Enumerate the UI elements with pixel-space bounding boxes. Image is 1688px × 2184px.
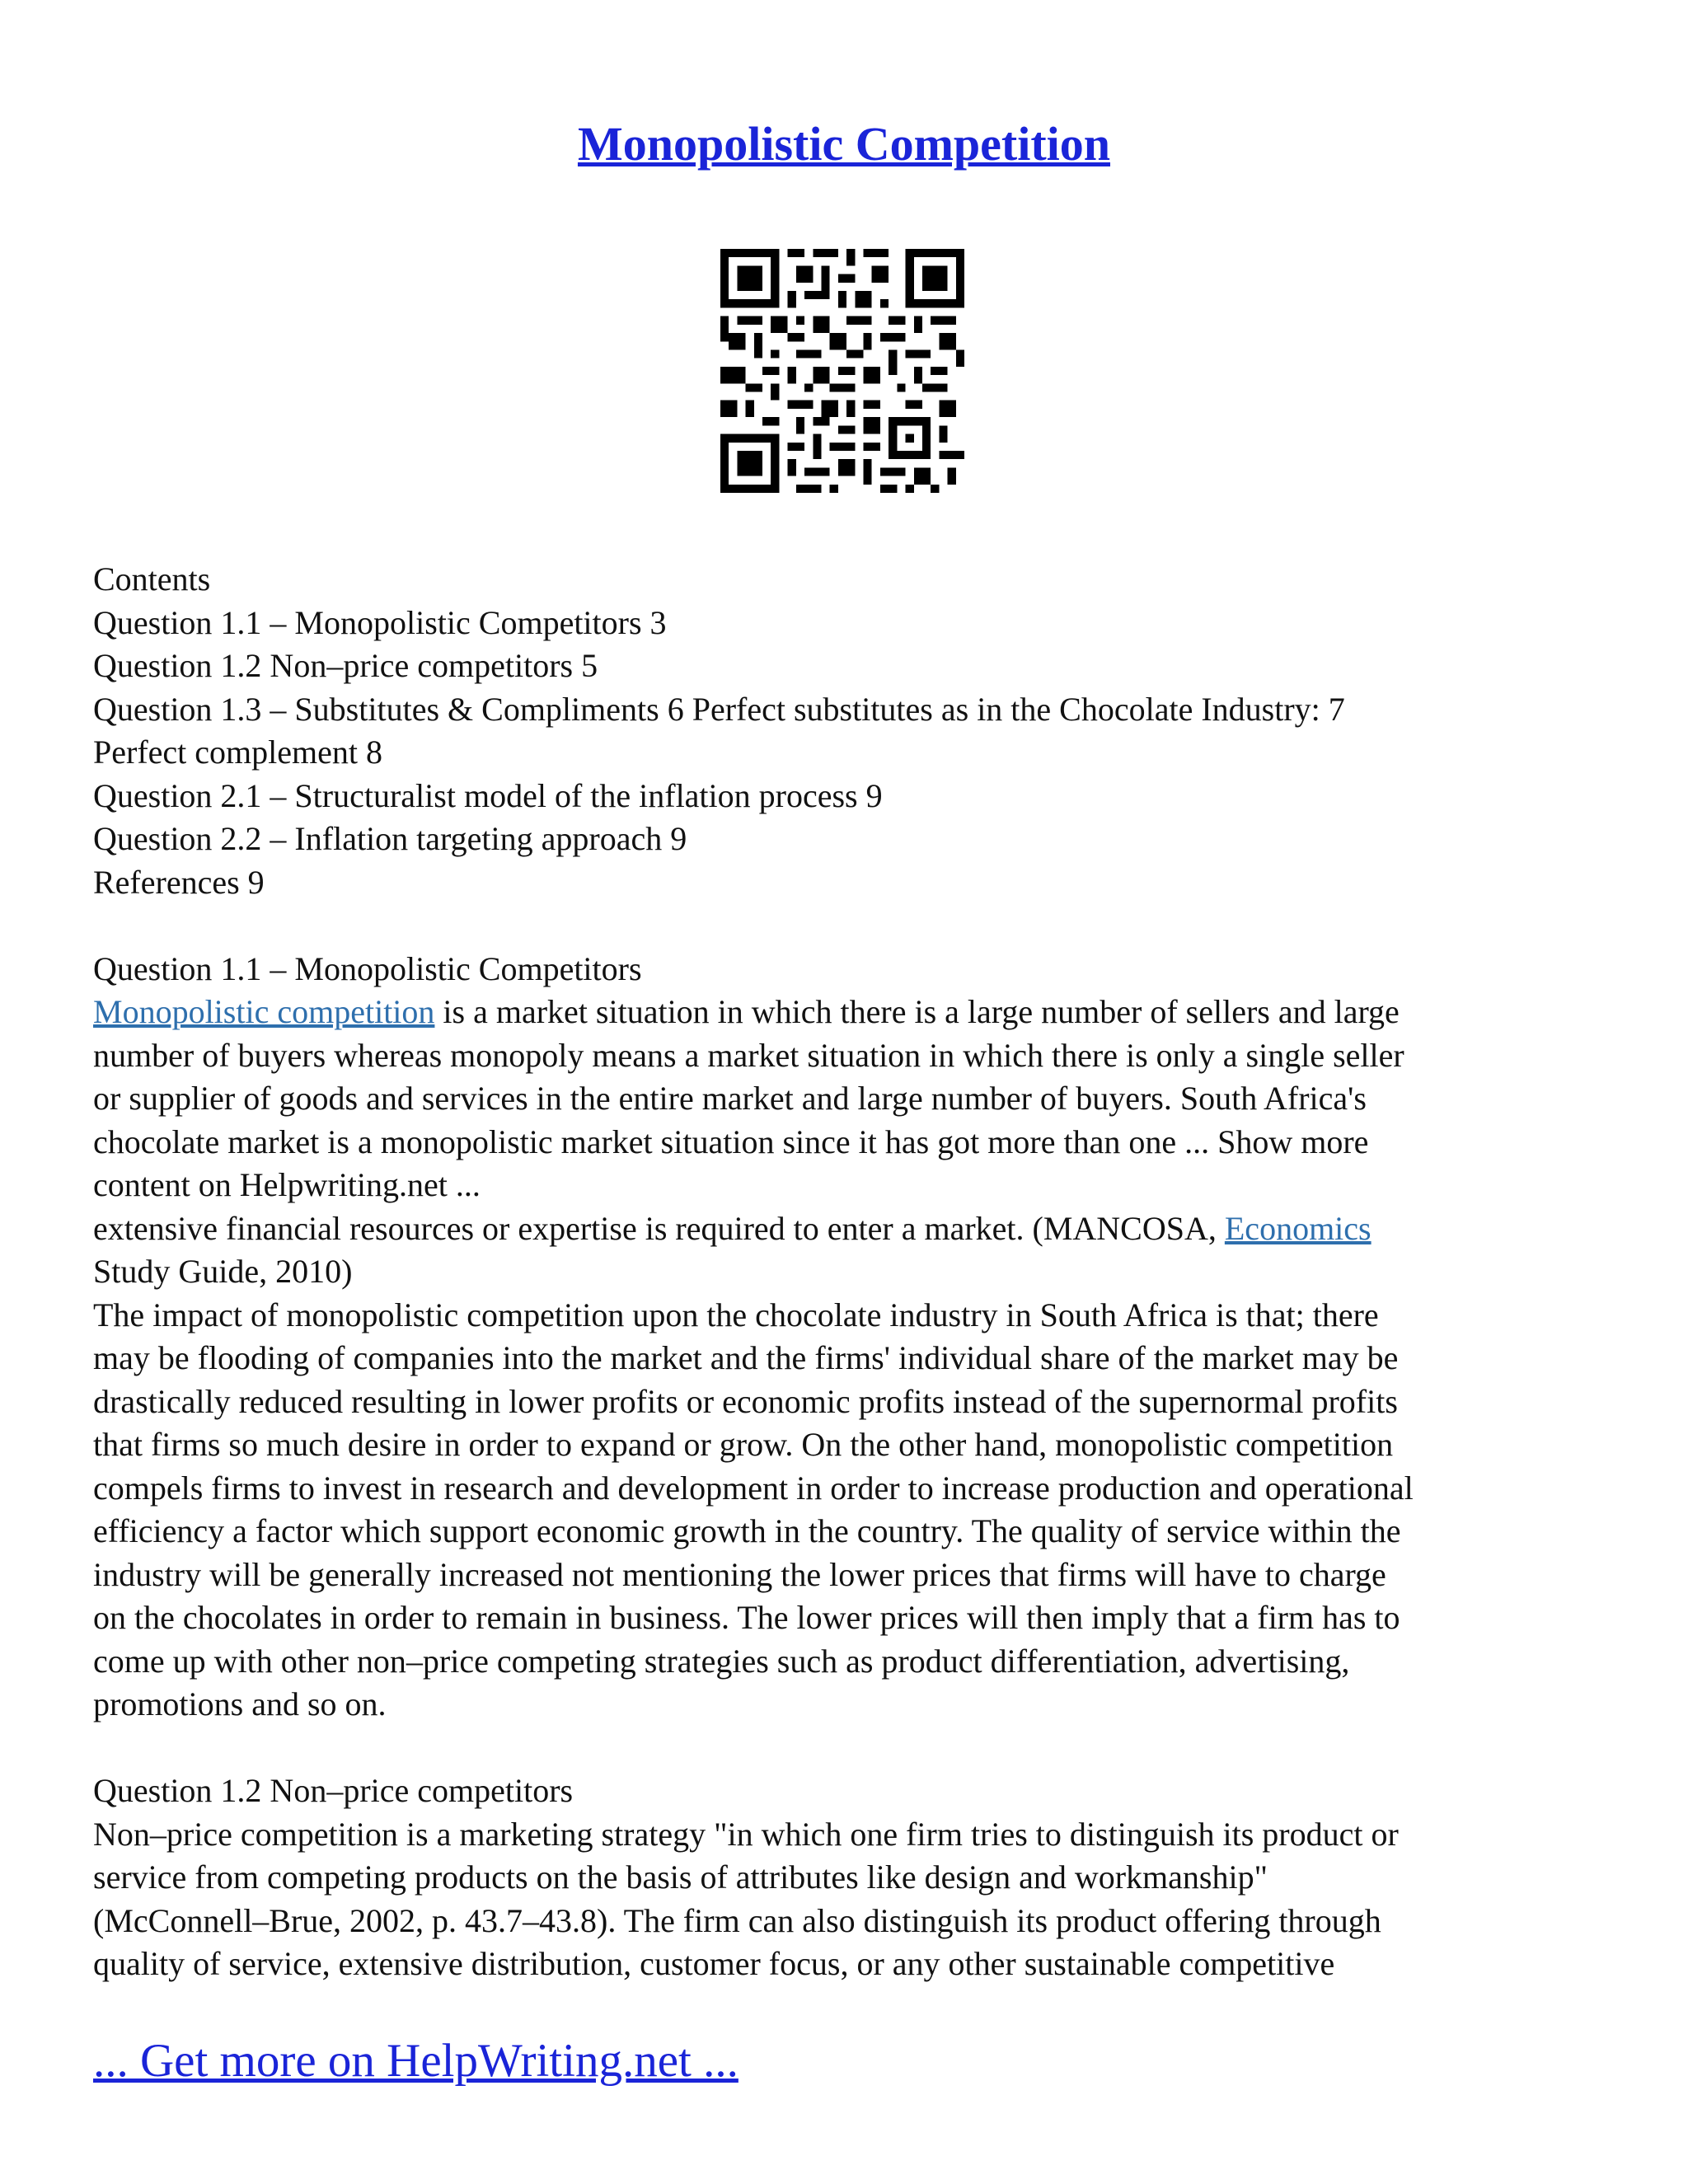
document-title-link[interactable]: Monopolistic Competition: [577, 117, 1111, 171]
contents-line: Question 1.2 Non–price competitors 5: [93, 647, 598, 684]
paragraph-line: number of buyers whereas monopoly means a market situation in which there is only a single seller: [93, 1036, 1404, 1074]
paragraph-line: compels firms to invest in research and development in order to increase production and operational: [93, 1469, 1414, 1507]
paragraph-line: that firms so much desire in order to expand or grow. On the other hand, monopolistic competition: [93, 1426, 1394, 1463]
contents-line: Question 2.2 – Inflation targeting approach 9: [93, 820, 687, 857]
contents-heading: Contents: [93, 560, 211, 598]
contents-line: Question 2.1 – Structuralist model of the inflation process 9: [93, 776, 883, 814]
paragraph-text: extensive financial resources or expertise is required to enter a market. (MANCOSA,: [93, 1209, 1225, 1247]
paragraph-line: drastically reduced resulting in lower profits or economic profits instead of the supernormal profits: [93, 1382, 1398, 1420]
paragraph-line: industry will be generally increased not mentioning the lower prices that firms will have to charge: [93, 1555, 1386, 1593]
get-more-link[interactable]: ... Get more on HelpWriting.net ...: [93, 2035, 738, 2087]
paragraph-line: service from competing products on the basis of attributes like design and workmanship": [93, 1858, 1268, 1896]
paragraph-line: Study Guide, 2010): [93, 1253, 353, 1290]
section-heading: Question 1.1 – Monopolistic Competitors: [93, 949, 642, 987]
paragraph-line: (McConnell–Brue, 2002, p. 43.7–43.8). The firm can also distinguish its product offering through: [93, 1901, 1381, 1939]
paragraph-line: [93, 1207, 1610, 1251]
footer: [93, 2032, 738, 2090]
section-heading: Question 1.2 Non–price competitors: [93, 1772, 574, 1809]
monopolistic-competition-link[interactable]: Monopolistic competition: [93, 993, 435, 1030]
paragraph-line: promotions and so on.: [93, 1685, 387, 1722]
contents-line: Question 1.1 – Monopolistic Competitors 3: [93, 603, 667, 641]
contents-line: Question 1.3 – Substitutes & Compliments 6 Perfect substitutes as in the Chocolate Industry: 7: [93, 690, 1345, 728]
paragraph-line: on the chocolates in order to remain in business. The lower prices will then imply that a firm has to: [93, 1599, 1400, 1636]
contents-line: References 9: [93, 863, 265, 901]
paragraph-line: [93, 991, 1610, 1034]
paragraph-line: The impact of monopolistic competition upon the chocolate industry in South Africa is that; there: [93, 1296, 1379, 1333]
paragraph-line: efficiency a factor which support economic growth in the country. The quality of service within the: [93, 1512, 1401, 1549]
paragraph-line: chocolate market is a monopolistic market situation since it has got more than one ... Show more: [93, 1122, 1369, 1160]
paragraph-line: or supplier of goods and services in the entire market and large number of buyers. South Africa's: [93, 1080, 1367, 1117]
qr-code-icon: [720, 249, 964, 493]
document-body: [93, 558, 1610, 1986]
paragraph-text: is a market situation in which there is a large number of sellers and large: [434, 993, 1400, 1030]
spacer: [93, 904, 1610, 948]
paragraph-line: Non–price competition is a marketing strategy "in which one firm tries to distinguish its product or: [93, 1815, 1399, 1853]
contents-line: Perfect complement 8: [93, 733, 382, 771]
document-title: [0, 115, 1688, 173]
economics-link[interactable]: Economics: [1224, 1209, 1372, 1247]
paragraph-line: content on Helpwriting.net ...: [93, 1166, 481, 1203]
spacer: [93, 1727, 1610, 1770]
paragraph-line: quality of service, extensive distribution, customer focus, or any other sustainable competitive: [93, 1945, 1335, 1982]
paragraph-line: come up with other non–price competing strategies such as product differentiation, advertising,: [93, 1642, 1350, 1680]
paragraph-line: may be flooding of companies into the market and the firms' individual share of the market may be: [93, 1339, 1399, 1376]
